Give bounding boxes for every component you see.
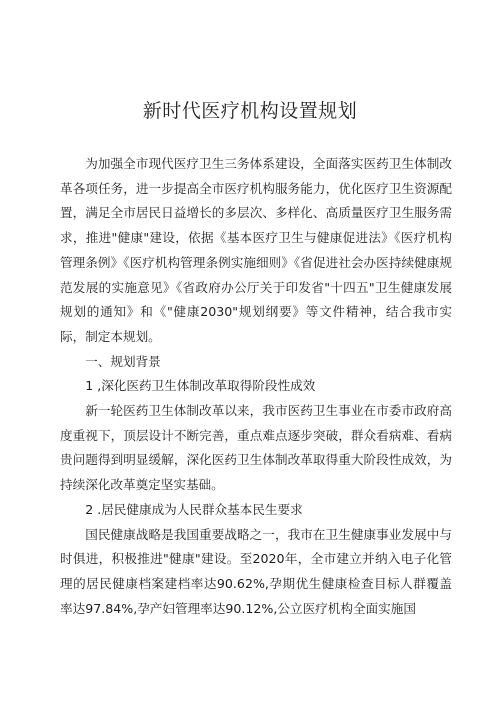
document-title: 新时代医疗机构设置规划 bbox=[142, 100, 358, 122]
subheading-reform-results: 1 ,深化医药卫生体制改革取得阶段性成效 bbox=[85, 378, 316, 394]
section-heading-background: 一、规划背景 bbox=[85, 353, 161, 369]
document-body bbox=[60, 152, 452, 621]
subheading-health-needs: 2 .居民健康成为人民群众基本民生要求 bbox=[85, 501, 303, 517]
intro-paragraph: 为加强全市现代医疗卫生三务体系建设，全面落实医药卫生体制改革各项任务，进一步提高全市医疗机构服务能力，优化医疗卫生资源配置，满足全市居民日益增长的多层次、多样化、高质量医疗卫生服务需求，推进"健康"建设，依据《基本医疗卫生与健康促进法》《医疗机构管理条例》《医疗机构管理条例实施细则》《省促进社会办医持续健康规范发展的实施意见》《省政府办公厅关于印发省"十四五"卫生健康发展规划的通知》和《"健康2030"规划纲要》等文件精神，结合我市实际，制定本规划。 bbox=[60, 156, 452, 344]
reform-results-paragraph: 新一轮医药卫生体制改革以来，我市医药卫生事业在市委市政府高度重视下，顶层设计不断完善，重点难点逐步突破，群众看病难、看病贵问题得到明显缓解，深化医药卫生体制改革取得重大阶段性成效，为持续深化改革奠定坚实基础。 bbox=[60, 403, 452, 493]
health-needs-paragraph: 国民健康战略是我国重要战略之一，我市在卫生健康事业发展中与时俱进，积极推进"健康"建设。至2020年，全市建立并纳入电子化管理的居民健康档案建档率达90.62%,孕期优生健康检查目标人群覆盖率达97.84%,孕产妇管理率达90.12%,公立医疗机构全面实施国 bbox=[60, 526, 452, 616]
